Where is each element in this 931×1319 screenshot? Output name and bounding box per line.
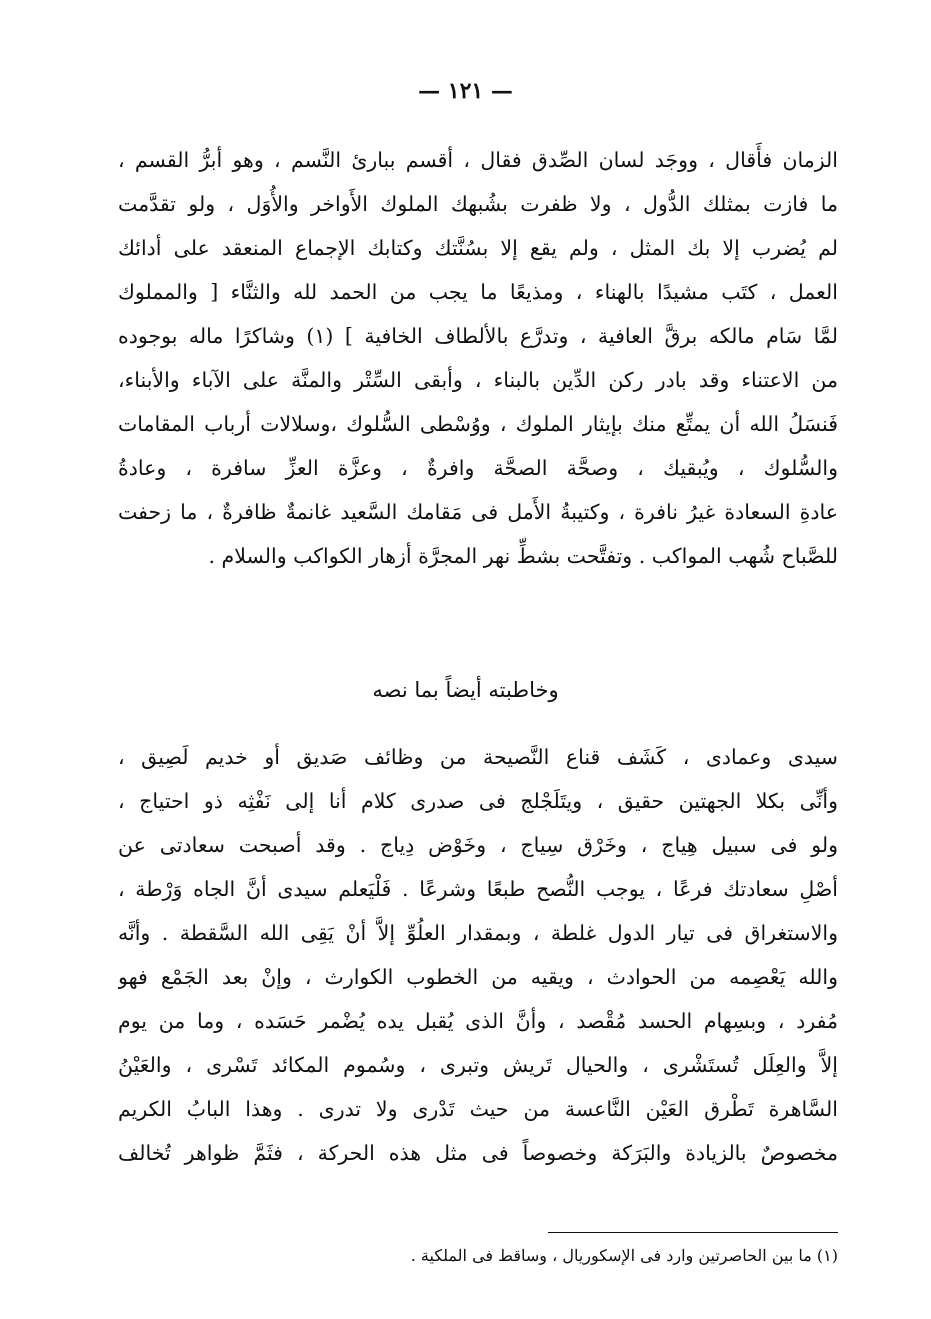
text-line: ما فازت بمثلك الدُّول ، ولا ظفرت بشُبهك الملوك الأَواخر والأُوَل ، ولو تقدَّمت <box>118 192 838 216</box>
text-line: الزمان فأَقال ، ووجَد لسان الصِّدق فقال ، أقسم ببارئ النَّسم ، وهو أبرُّ القسم ، <box>118 148 838 172</box>
text-line: لمَّا سَام مالكه برقَّ العافية ، وتدرَّع بالألطاف الخافية ] (١) وشاكرًا ماله بوجوده <box>118 324 838 348</box>
page-number: — ١٢١ — <box>418 78 513 104</box>
paragraph-2 <box>118 735 838 1175</box>
text-line: وأنِّى بكلا الجهتين حقيق ، ويتَلَجْلج فى صدرى كلام أنا إلى نَفْثِه ذو احتياج ، <box>118 789 838 813</box>
text-line: مُفرد ، وبسِهام الحسد مُقْصد ، وأنَّ الذى يُقبل يده يُضْمر حَسَده ، وما من يوم <box>118 1009 838 1033</box>
text-line: إلاَّ والعِلَل تُستَشْرى ، والحيال تَريش وتبرى ، وسُموم المكائد تَسْرى ، والعَيْنُ <box>118 1053 838 1077</box>
text-line: عادةِ السعادة غيرُ نافرة ، وكتيبةُ الأَمل فى مَقامك السَّعيد غانمةٌ ظافرةٌ ، ما زحفت <box>118 500 838 524</box>
footnote-divider <box>548 1232 838 1233</box>
text-line: أصْلِ سعادتك فرعًا ، يوجب النُّصح طبعًا وشرعًا . فَلْيَعلم سيدى أنَّ الجاه وَرْطة ، <box>118 877 838 901</box>
text-line: لم يُضرب إلا بك المثل ، ولم يقع إلا بسُنَّتك وكتابك الإجماع المنعقد على أدائك <box>118 236 838 260</box>
text-line: ولو فى سبيل هِياج ، وخَرْق سِياج ، وخَوْض دِياج . وقد أصبحت سعادتى عن <box>118 833 838 857</box>
text-line: للصَّباح شُهب المواكب . وتفتَّحت بشطِّ نهر المجرَّة أزهار الكواكب والسلام . <box>208 544 838 568</box>
text-line: السَّاهرة تَطْرق العَيْن النَّاعسة من حيث تَدْرى ولا تدرى . وهذا البابُ الكريم <box>118 1097 838 1121</box>
text-line: من الاعتناء وقد بادر ركن الدِّين بالبناء ، وأبقى السِّتْر والمنَّة على الآباء والأبناء، <box>118 368 838 392</box>
text-line: والله يَعْصِمه من الحوادث ، ويقيه من الخطوب الكوارث ، وإنْ بعد الجَمْع فهو <box>118 965 838 989</box>
text-line: العمل ، كتَب مشيدًا بالهناء ، ومذيعًا ما يجب من الحمد لله والثنَّاء [ والمملوك <box>118 280 838 304</box>
text-line: مخصوصٌ بالزيادة والبَرَكة وخصوصاً فى مثل هذه الحركة ، فثَمَّ ظواهر تُخالف <box>118 1141 838 1165</box>
text-line: فَنسَلُ الله أن يمتِّع منك بإيثار الملوك ، ووُسْطى السُّلوك ،وسلالات أرباب المقامات <box>118 412 838 436</box>
section-heading: وخاطبته أيضاً بما نصه <box>372 678 559 702</box>
paragraph-1 <box>118 138 838 578</box>
text-line: والاستغراق فى تيار الدول غلطة ، وبمقدار العلُوِّ إلاَّ أنْ يَقِى الله السَّقطة . وأنَّه <box>118 921 838 945</box>
text-line: والسُّلوك ، ويُبقيك ، وصحَّة الصحَّة وافرةٌ ، وعزَّة العزِّ سافرة ، وعادةُ <box>118 456 838 480</box>
footnote: (١) ما بين الحاصرتين وارد فى الإسكوريال ، وساقط فى الملكية . <box>410 1246 838 1265</box>
text-line: سيدى وعمادى ، كَشَف قناع النَّصيحة من وظائف صَديق أو خديم لَصِيق ، <box>118 745 838 769</box>
